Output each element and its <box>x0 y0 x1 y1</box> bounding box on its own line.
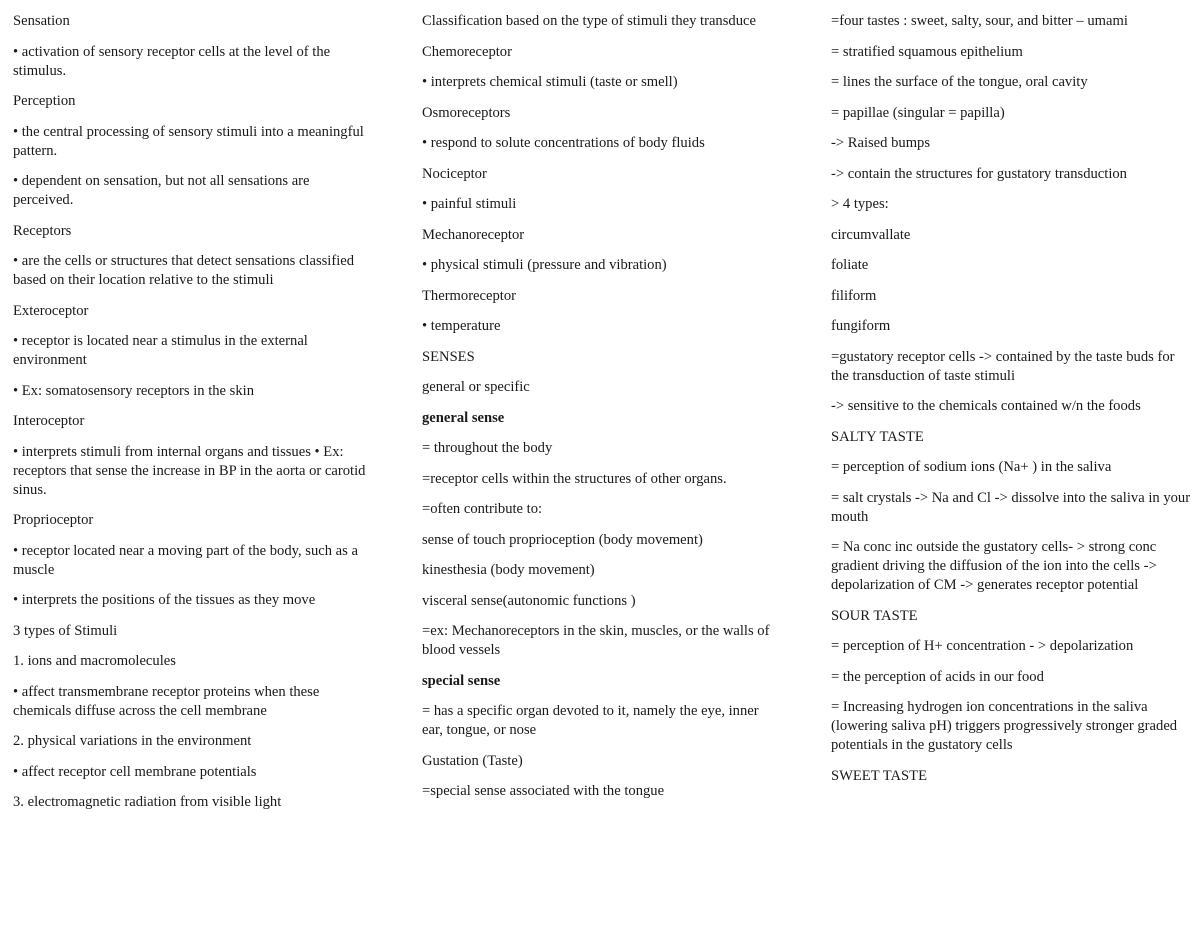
notes-column-2 <box>422 12 782 813</box>
note-paragraph: 3. electromagnetic radiation from visible light <box>13 794 282 810</box>
note-paragraph: Interoceptor <box>13 413 85 429</box>
note-paragraph: filiform <box>831 287 877 304</box>
note-paragraph: • temperature <box>422 318 501 334</box>
note-paragraph: = papillae (singular = papilla) <box>831 104 1005 121</box>
note-paragraph: foliate <box>831 257 869 273</box>
note-paragraph: SALTY TASTE <box>831 428 924 445</box>
note-paragraph: = throughout the body <box>422 440 553 456</box>
note-paragraph: = Na conc inc outside the gustatory cells- > strong conc gradient driving the diffusion of the ion into the cells -> depolarization of CM -> generates receptor potential <box>831 539 1157 593</box>
note-paragraph: = salt crystals -> Na and Cl -> dissolve into the saliva in your mouth <box>831 489 1191 525</box>
note-paragraph: =four tastes : sweet, salty, sour, and bitter – umami <box>831 13 1128 29</box>
note-paragraph: SWEET TASTE <box>831 767 927 784</box>
note-paragraph: -> contain the structures for gustatory transduction <box>831 165 1127 182</box>
note-paragraph: circumvallate <box>831 226 911 243</box>
note-paragraph: Classification based on the type of stimuli they transduce <box>422 13 756 29</box>
note-paragraph: kinesthesia (body movement) <box>422 562 595 578</box>
note-paragraph: Exteroceptor <box>13 302 89 319</box>
note-paragraph: -> sensitive to the chemicals contained w/n the foods <box>831 398 1141 414</box>
note-paragraph: Perception <box>13 93 76 109</box>
note-paragraph: Sensation <box>13 13 70 29</box>
note-paragraph: • interprets the positions of the tissues as they move <box>13 592 316 608</box>
note-paragraph: =receptor cells within the structures of other organs. <box>422 470 727 487</box>
note-paragraph: • the central processing of sensory stimuli into a meaningful pattern. <box>13 123 364 159</box>
section-heading: general sense <box>422 409 505 426</box>
note-paragraph: fungiform <box>831 318 891 334</box>
note-paragraph: = has a specific organ devoted to it, namely the eye, inner ear, tongue, or nose <box>422 703 759 738</box>
note-paragraph: SOUR TASTE <box>831 607 918 624</box>
section-heading: special sense <box>422 672 501 689</box>
note-paragraph: 1. ions and macromolecules <box>13 653 176 669</box>
note-paragraph: • physical stimuli (pressure and vibration) <box>422 257 667 273</box>
note-paragraph: Mechanoreceptor <box>422 226 525 243</box>
note-paragraph: • activation of sensory receptor cells at the level of the stimulus. <box>13 43 331 79</box>
note-paragraph: 2. physical variations in the environment <box>13 733 252 749</box>
note-paragraph: sense of touch proprioception (body movement) <box>422 531 703 548</box>
note-paragraph: Osmoreceptors <box>422 104 511 121</box>
note-paragraph: = Increasing hydrogen ion concentrations in the saliva (lowering saliva pH) triggers progressively stronger graded potentials in the gustatory cells <box>831 699 1178 753</box>
note-paragraph: = perception of H+ concentration - > depolarization <box>831 638 1134 654</box>
note-paragraph: general or specific <box>422 379 530 395</box>
note-paragraph: =ex: Mechanoreceptors in the skin, muscles, or the walls of blood vessels <box>422 623 770 658</box>
note-paragraph: Gustation (Taste) <box>422 752 523 769</box>
note-paragraph: = lines the surface of the tongue, oral cavity <box>831 74 1088 90</box>
note-paragraph: Proprioceptor <box>13 512 94 528</box>
note-paragraph: 3 types of Stimuli <box>13 622 118 639</box>
note-paragraph: • painful stimuli <box>422 196 517 212</box>
note-paragraph: • interprets stimuli from internal organs and tissues • Ex: receptors that sense the increase in BP in the aorta or carotid sinus. <box>13 443 366 498</box>
notes-column-1 <box>13 12 369 824</box>
note-paragraph: = stratified squamous epithelium <box>831 43 1023 60</box>
note-paragraph: • are the cells or structures that detect sensations classified based on their location relative to the stimuli <box>13 253 355 288</box>
note-paragraph: SENSES <box>422 348 475 365</box>
note-paragraph: =special sense associated with the tongue <box>422 783 665 799</box>
note-paragraph: • interprets chemical stimuli (taste or smell) <box>422 74 678 90</box>
note-paragraph: -> Raised bumps <box>831 135 931 151</box>
note-paragraph: Nociceptor <box>422 165 487 182</box>
note-paragraph: • affect receptor cell membrane potentials <box>13 763 257 780</box>
note-paragraph: = the perception of acids in our food <box>831 668 1044 685</box>
note-paragraph: • respond to solute concentrations of body fluids <box>422 135 705 151</box>
note-paragraph: Chemoreceptor <box>422 43 512 60</box>
note-paragraph: • Ex: somatosensory receptors in the skin <box>13 382 254 399</box>
note-paragraph: =often contribute to: <box>422 501 543 517</box>
notes-column-3 <box>831 12 1193 797</box>
note-paragraph: = perception of sodium ions (Na+ ) in the saliva <box>831 459 1112 475</box>
note-paragraph: =gustatory receptor cells -> contained by the taste buds for the transduction of taste stimuli <box>831 348 1175 384</box>
note-paragraph: • receptor is located near a stimulus in the external environment <box>13 333 308 368</box>
note-paragraph: Thermoreceptor <box>422 287 516 304</box>
note-paragraph: • affect transmembrane receptor proteins when these chemicals diffuse across the cell membrane <box>13 683 320 719</box>
note-paragraph: • receptor located near a moving part of the body, such as a muscle <box>13 542 358 578</box>
note-paragraph: visceral sense(autonomic functions ) <box>422 592 636 609</box>
note-paragraph: • dependent on sensation, but not all sensations are perceived. <box>13 173 310 208</box>
note-paragraph: Receptors <box>13 222 72 239</box>
note-paragraph: > 4 types: <box>831 196 889 212</box>
